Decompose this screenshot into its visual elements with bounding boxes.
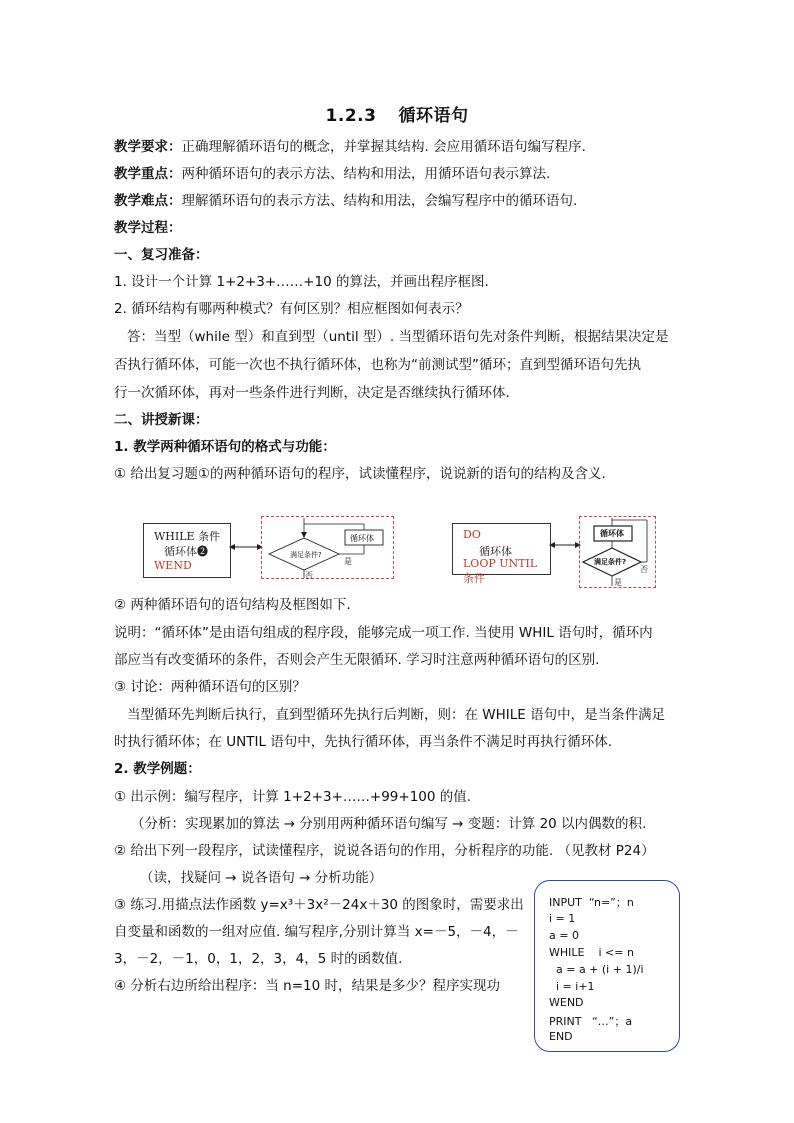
step-1: ① 给出复习题①的两种循环语句的程序，试读懂程序，说说新的语句的结构及含义.	[114, 466, 606, 482]
requirement-text: 正确理解循环语句的概念，并掌握其结构. 会应用循环语句编写程序.	[181, 139, 586, 155]
difficulty-text: 理解循环语句的表示方法、结构和用法，会编写程序中的循环语句.	[181, 193, 578, 209]
until-double-arrow	[549, 538, 581, 552]
topic-1-heading: 1. 教学两种循环语句的格式与功能：	[114, 439, 336, 455]
section-review: 一、复习准备：	[114, 247, 209, 263]
program-line-8: PRINT “…”；a	[549, 1015, 633, 1028]
until-line-1: DO	[463, 528, 481, 541]
while-no-label: 否	[305, 571, 313, 580]
until-line-2: 循环体	[479, 545, 512, 558]
while-line-1: WHILE 条件	[154, 530, 221, 543]
discussion-line-1: 当型循环先判断后执行，直到型循环先执行后判断，则：在 WHILE 语句中，是当条件满足	[127, 707, 666, 723]
program-line-9: END	[549, 1030, 573, 1043]
until-loop-body-label: 循环体	[600, 529, 624, 538]
topic-2-heading: 2. 教学例题：	[114, 761, 201, 777]
question-2: 2. 循环结构有哪两种模式？有何区别？相应框图如何表示？	[114, 301, 469, 317]
until-code-box	[452, 523, 551, 585]
example-4: ④ 分析右边所给出程序：当 n=10 时，结果是多少？程序实现功	[114, 978, 501, 994]
example-1: ① 出示例：编写程序，计算 1+2+3+……+99+100 的值.	[114, 789, 472, 805]
program-line-3: a = 0	[549, 929, 579, 942]
program-line-7: WEND	[549, 996, 584, 1009]
teaching-focus	[114, 165, 550, 183]
answer-line-2: 否执行循环体，可能一次也不执行循环体，也称为“前测试型”循环；直到型循环语句先执	[114, 357, 641, 373]
program-line-2: i = 1	[549, 912, 576, 925]
discussion-line-2: 时执行循环体；在 UNTIL 语句中，先执行循环体，再当条件不满足时再执行循环体.	[114, 734, 613, 750]
example-3-line-3: 3，－2，－1，0，1，2，3，4，5 时的函数值.	[114, 951, 403, 967]
while-code-box	[143, 523, 231, 578]
focus-label: 教学重点：	[114, 166, 182, 182]
until-no-label: 否	[640, 565, 648, 574]
example-3-line-2: 自变量和函数的一组对应值. 编写程序,分别计算当 x=－5，－4，－	[114, 924, 519, 940]
note-line-2: 部应当有改变循环的条件，否则会产生无限循环. 学习时注意两种循环语句的区别.	[114, 652, 600, 668]
program-line-6: i = i+1	[549, 980, 595, 993]
difficulty-label: 教学难点：	[114, 193, 182, 209]
while-flowchart	[261, 516, 393, 580]
program-line-5: a = a + (i + 1)/i	[549, 963, 644, 976]
process-heading: 教学过程：	[114, 220, 182, 236]
program-line-4: WHILE i <= n	[549, 946, 634, 959]
teaching-requirement	[114, 138, 586, 156]
while-condition-label: 满足条件?	[290, 551, 322, 559]
answer-line-3: 行一次循环体，再对一些条件进行判断，决定是否继续执行循环体.	[114, 385, 510, 401]
while-line-3: WEND	[154, 559, 192, 572]
example-2-steps: （读，找疑问 → 说各语句 → 分析功能）	[140, 870, 383, 886]
while-double-arrow	[229, 540, 263, 554]
question-1: 1. 设计一个计算 1+2+3+……+10 的算法，并画出程序框图.	[114, 274, 489, 290]
example-2: ② 给出下列一段程序，试读懂程序，说说各语句的作用，分析程序的功能. （见教材 P24）	[114, 843, 655, 859]
until-yes-label: 是	[614, 578, 622, 587]
requirement-label: 教学要求：	[114, 139, 182, 155]
page-title	[0, 101, 794, 126]
answer-line-1: 答：当型（while 型）和直到型（until 型）. 当型循环语句先对条件判断，根据结果决定是	[127, 329, 669, 345]
example-1-analysis: （分析：实现累加的算法 → 分别用两种循环语句编写 → 变题：计算 20 以内偶数的积.	[131, 816, 647, 832]
note-line-1: 说明：“循环体”是由语句组成的程序段，能够完成一项工作. 当使用 WHIL 语句时，循环内	[114, 625, 653, 641]
step-2: ② 两种循环语句的语句结构及框图如下.	[114, 597, 351, 613]
focus-text: 两种循环语句的表示方法、结构和用法，用循环语句表示算法.	[181, 166, 551, 182]
while-yes-label: 是	[344, 557, 352, 566]
title-number: 1.2.3	[325, 106, 377, 126]
until-line-3: LOOP UNTIL 条件	[463, 557, 538, 585]
while-loop-body-label: 循环体	[350, 534, 374, 543]
teaching-difficulty	[114, 192, 577, 210]
until-condition-label: 满足条件?	[594, 558, 627, 566]
step-3: ③ 讨论：两种循环语句的区别？	[114, 679, 306, 695]
section-new-lesson: 二、讲授新课：	[114, 412, 209, 428]
program-line-1: INPUT “n=”；n	[549, 896, 634, 909]
title-text: 循环语句	[398, 106, 469, 126]
while-line-2: 循环体❷	[164, 545, 208, 558]
example-3-line-1: ③ 练习.用描点法作函数 y=x³＋3x²－24x＋30 的图象时，需要求出	[114, 897, 524, 913]
